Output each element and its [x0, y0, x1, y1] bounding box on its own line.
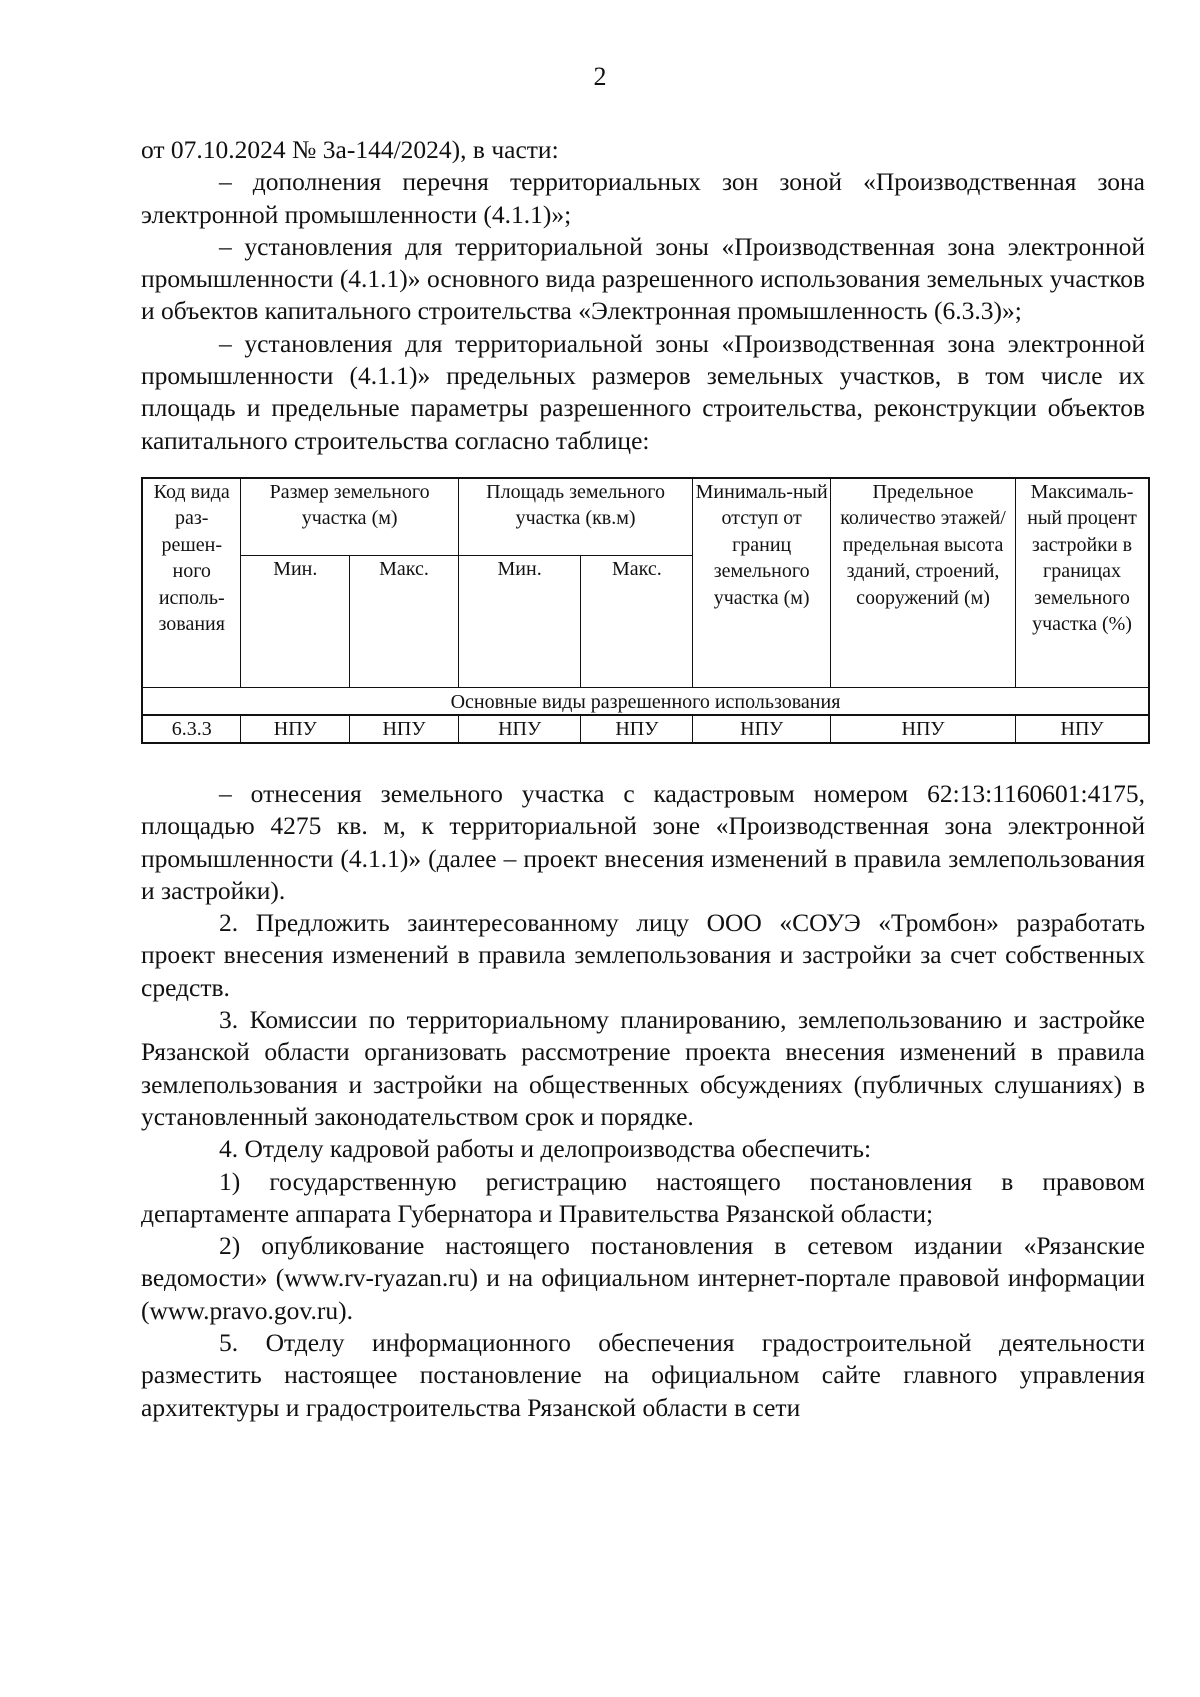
paragraph-main-use-type: – установления для территориальной зоны «Производственная зона электронной промышленности (4.1.1)» основного вида разрешенного использования земельных участков и объектов капитального строительства «Электронная промышленность (6.3.3)»;	[141, 231, 1145, 326]
parameters-table-wrapper	[141, 477, 1145, 744]
header-max-floors-height: Предельное количество этажей/ предельная высота зданий, строений, сооружений (м)	[831, 478, 1016, 688]
cell-size-min: НПУ	[241, 715, 350, 743]
subheader-size-max: Макс.	[350, 555, 459, 687]
document-body	[141, 134, 1145, 1424]
section-title: Основные виды разрешенного использования	[142, 687, 1149, 715]
paragraph-item-3: 3. Комиссии по территориальному планированию, землепользованию и застройке Рязанской области организовать рассмотрение проекта внесения изменений в правила землепользования и застройки на общественных обсуждениях (публичных слушаниях) в установленный законодательством срок и порядке.	[141, 1005, 1145, 1131]
paragraph-zone-list-addition: – дополнения перечня территориальных зон зоной «Производственная зона электронной промышленности (4.1.1)»;	[141, 167, 1145, 229]
cell-max-coverage: НПУ	[1016, 715, 1149, 743]
subheader-area-max: Макс.	[581, 555, 693, 687]
paragraph-item-4-2: 2) опубликование настоящего постановления в сетевом издании «Рязанские ведомости» (www.rv-ryazan.ru) и на официальном интернет-портале правовой информации (www.pravo.gov.ru).	[141, 1231, 1145, 1325]
paragraph-continuation: от 07.10.2024 № 3а-144/2024), в части:	[141, 135, 559, 164]
paragraph-cadastral-plot: – отнесения земельного участка с кадастровым номером 62:13:1160601:4175, площадью 4275 кв. м, к территориальной зоне «Производственная зона электронной промышленности (4.1.1)» (далее – проект внесения изменений в правила землепользования и застройки).	[141, 778, 1145, 905]
cell-use-code: 6.3.3	[142, 715, 241, 743]
cell-area-min: НПУ	[458, 715, 581, 743]
table-header-row	[142, 478, 1149, 556]
subheader-area-min: Мин.	[458, 555, 581, 687]
paragraph-item-4: 4. Отделу кадровой работы и делопроизводства обеспечить:	[219, 1134, 872, 1164]
paragraph-limit-parameters: – установления для территориальной зоны «Производственная зона электронной промышленности (4.1.1)» предельных размеров земельных участков, в том числе их площадь и предельные параметры разрешенного строительства, реконструкции объектов капитального строительства согласно таблице:	[141, 328, 1145, 455]
header-plot-area: Площадь земельного участка (кв.м)	[458, 478, 693, 556]
subheader-size-min: Мин.	[241, 555, 350, 687]
cell-area-max: НПУ	[581, 715, 693, 743]
header-use-code: Код вида раз-решен-ного исполь-зования	[142, 478, 241, 688]
header-plot-size: Размер земельного участка (м)	[241, 478, 458, 556]
paragraph-item-4-1: 1) государственную регистрацию настоящего постановления в правовом департаменте аппарата Губернатора и Правительства Рязанской области;	[141, 1166, 1145, 1228]
cell-max-floors: НПУ	[831, 715, 1016, 743]
table-section-row	[142, 687, 1149, 715]
paragraph-item-2: 2. Предложить заинтересованному лицу ООО «СОУЭ «Тромбон» разработать проект внесения изменений в правила землепользования и застройки за счет собственных средств.	[141, 908, 1145, 1002]
paragraph-item-5: 5. Отделу информационного обеспечения градостроительной деятельности разместить настоящее постановление на официальном сайте главного управления архитектуры и градостроительства Рязанской области в сети	[141, 1328, 1145, 1422]
cell-min-setback: НПУ	[693, 715, 831, 743]
page-number: 2	[593, 62, 607, 91]
header-max-coverage: Максималь-ный процент застройки в границах земельного участка (%)	[1016, 478, 1149, 688]
parameters-table	[141, 477, 1150, 744]
header-min-setback: Минималь-ный отступ от границ земельного участка (м)	[693, 478, 831, 688]
cell-size-max: НПУ	[350, 715, 459, 743]
table-row	[142, 715, 1149, 743]
